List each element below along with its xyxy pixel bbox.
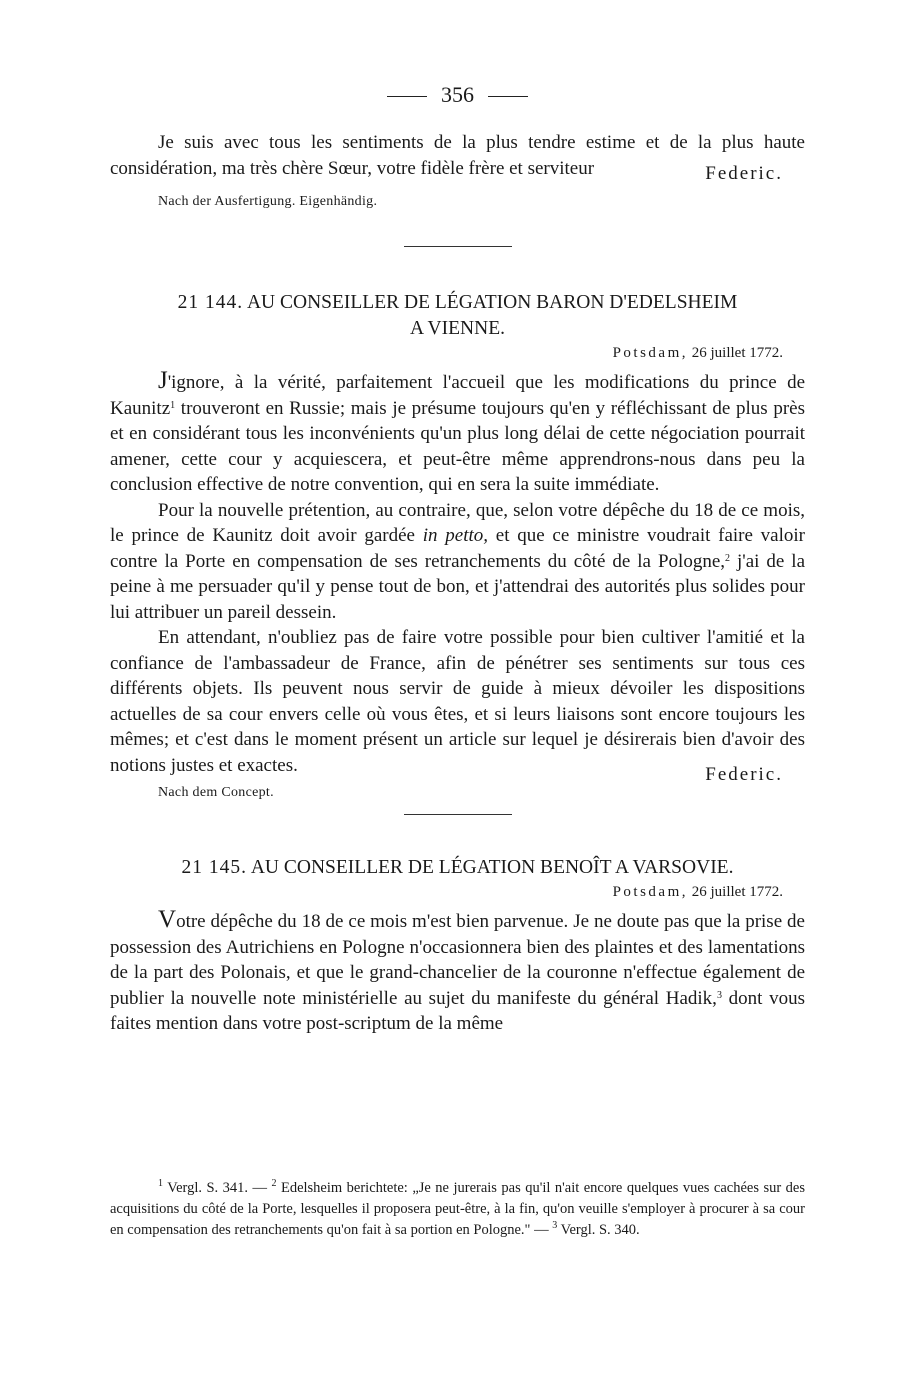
- dateline: [110, 342, 805, 364]
- paragraph-text: otre dépêche du 18 de ce mois m'est bien parvenue. Je ne doute pas que la prise de possession des Autrichiens en Pologne n'occasionnera bien des plaintes et des lamentations de la part des Polonais, et que le grand-chancelier de la couronne n'effectue également de publier la nouvelle note ministérielle au sujet du manifeste du général Hadik,: [110, 911, 805, 1009]
- letter-title-line1: AU CONSEILLER DE LÉGATION BENOÎT A VARSOVIE.: [250, 857, 734, 878]
- dateline-place: Potsdam,: [612, 884, 688, 900]
- letter-title-line2: A VIENNE.: [410, 318, 505, 339]
- closing-paragraph: Je suis avec tous les sentiments de la plus tendre estime et de la plus haute considération, ma très chère Sœur, votre fidèle frère et serviteur: [110, 132, 805, 179]
- dateline-date: 26 juillet 1772.: [691, 345, 783, 361]
- drop-cap: J: [158, 367, 168, 394]
- footnote-ref[interactable]: 3: [716, 989, 722, 1001]
- dateline: [110, 881, 805, 903]
- paragraph-text: trouveront en Russie; mais je présume toujours qu'en y réfléchissant de plus près et en considérant tous les inconvénients qu'un plus long délai de cette négociation pourrait amener, cette cour y acquiescera, et peut-être même apprendrons-nous dans peu la conclusion effective de notre convention, qui en sera la suite immédiate.: [110, 397, 805, 495]
- letter-number: 21 144.: [177, 292, 244, 313]
- letter-paragraph: [110, 498, 805, 626]
- footnotes: [110, 1178, 805, 1241]
- dateline-place: Potsdam,: [612, 345, 688, 361]
- letter-paragraph: [110, 368, 805, 498]
- dateline-date: 26 juillet 1772.: [691, 884, 783, 900]
- signature: Federic.: [705, 163, 783, 184]
- letter-paragraph: En attendant, n'oubliez pas de faire votre possible pour bien cultiver l'amitié et la confiance de l'ambassadeur de France, afin de pénétrer ses sentiments sur tous ces différents objets. Ils peuvent nous servir de guide à mieux dévoiler les dispositions actuelles de sa cour envers celle où vous êtes, et si leurs liaisons sont encore toujours les mêmes; et c'est dans le moment présent un article sur lequel je désirerais bien d'avoir des notions justes et exactes.: [110, 627, 805, 776]
- footnote-mark: 3: [552, 1220, 558, 1231]
- paragraph-text: dont vous faites mention dans votre post-scriptum de la même: [110, 987, 805, 1034]
- page-body: [110, 78, 805, 1037]
- footnote-mark: 1: [158, 1178, 163, 1189]
- letter-title-line1: AU CONSEILLER DE LÉGATION BARON D'EDELSHEIM: [246, 292, 738, 313]
- drop-cap: V: [158, 906, 177, 933]
- footnote-ref[interactable]: 2: [725, 552, 731, 564]
- source-note: Nach dem Concept.: [158, 785, 274, 800]
- letter-number: 21 145.: [181, 857, 248, 878]
- footnote-paragraph: [110, 1178, 805, 1241]
- footnote-ref[interactable]: 1: [170, 399, 176, 411]
- footnote-mark: 2: [271, 1178, 277, 1189]
- paragraph-text: 'ignore, à la vérité, parfaitement l'accueil que les modifications du prince de Kaunitz: [110, 372, 805, 419]
- signature: Federic.: [705, 764, 783, 785]
- paragraph-text: Pour la nouvelle prétention, au contraire, que, selon votre dépêche du 18 de ce mois, le prince de Kaunitz doit avoir gardée: [110, 499, 805, 546]
- page-number: 356: [441, 82, 474, 107]
- letter-title: [110, 290, 805, 342]
- paragraph-text: j'ai de la peine à me persuader qu'il y pense tout de bon, et j'attendrai des autorités plus solides pour lui attribuer un pareil dessein.: [110, 550, 806, 623]
- italic-phrase: in petto,: [422, 525, 489, 546]
- footnote-text: Vergl. S. 340.: [557, 1222, 640, 1238]
- footnote-text: Edelsheim berichtete: „Je ne jurerais pas qu'il n'ait encore quelques vues cachées sur des acquisitions du côté de la Porte, lesquelles il proposera peut-être, à la fin, qu'on veuille s'employer à procurer à sa cour en compensation des retranchements qu'on fait à sa portion en Pologne." —: [110, 1180, 806, 1238]
- source-note: Nach der Ausfertigung. Eigenhändig.: [158, 194, 378, 209]
- header-dash-right: [488, 96, 528, 97]
- header-dash-left: [387, 96, 427, 97]
- letter-paragraph: [110, 907, 805, 1037]
- closing-footer: [110, 163, 805, 213]
- page-header: [110, 78, 805, 112]
- letter-footer: [110, 764, 805, 804]
- paragraph-text: et que ce ministre voudrait faire valoir contre la Porte en compensation de ses retranchements du côté de la Pologne,: [110, 525, 805, 572]
- letter-title: [110, 855, 805, 881]
- footnote-text: Vergl. S. 341. —: [163, 1180, 272, 1196]
